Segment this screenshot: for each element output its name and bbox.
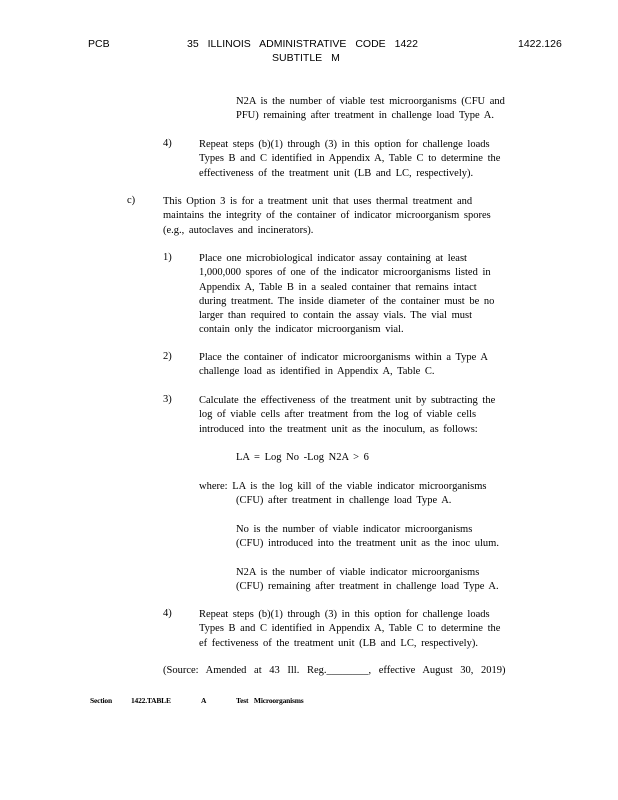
- c2-text: Place the container of indicator microorganisms within a Type A challenge load as identified in Appendix A, Table C.: [199, 352, 488, 378]
- item-4-text: Repeat steps (b)(1) through (3) in this option for challenge loads Types B and C identified in Appendix A, Table C to determine the effectiveness of the treatment unit (LB and LC, respectively).: [199, 139, 501, 179]
- subsection-c-label: c): [127, 195, 136, 206]
- c1-text: Place one microbiological indicator assay containing at least 1,000,000 spores of one of the indicator microorganisms listed in Appendix A, Table B in a sealed container that remains intact during treatment. The inside diameter of the container must be no larger than required to contain the assay vials. The vial must contain only the indicator microorganism vial.: [199, 253, 495, 336]
- log-kill-formula: LA = Log No -Log N2A > 6: [236, 452, 369, 463]
- header-page-number: 1422.126: [518, 38, 562, 50]
- source-note: (Source: Amended at 43 Ill. Reg.________, effective August 30, 2019): [163, 665, 506, 676]
- c4-text: Repeat steps (b)(1) through (3) in this option for challenge loads Types B and C identified in Appendix A, Table C to determine the ef fectiveness of the treatment unit (LB and LC, respectively).: [199, 609, 501, 649]
- header-subtitle: SUBTITLE M: [272, 52, 340, 64]
- c2-label: 2): [163, 351, 172, 362]
- item-4-label: 4): [163, 138, 172, 149]
- footer-section-word: Section: [90, 696, 112, 705]
- header-title: 35 ILLINOIS ADMINISTRATIVE CODE 1422: [187, 38, 418, 50]
- subsection-c-text: This Option 3 is for a treatment unit that uses thermal treatment and maintains the integrity of the container of indicator microorganism spores (e.g., autoclaves and incinerators).: [163, 196, 491, 236]
- n2a-test-definition: N2A is the number of viable test microorganisms (CFU and PFU) remaining after treatment in challenge load Type A.: [236, 96, 505, 122]
- header-agency: PCB: [88, 38, 110, 50]
- c3-text: Calculate the effectiveness of the treatment unit by subtracting the log of viable cells after treatment from the log of viable cells introduced into the treatment unit as the inoculum, as follows:: [199, 395, 496, 435]
- c3-label: 3): [163, 394, 172, 405]
- footer-table-letter: A: [201, 696, 207, 705]
- n2a-indicator-definition: N2A is the number of viable indicator microorganisms (CFU) remaining after treatment in challenge load Type A.: [236, 567, 499, 593]
- footer-section-number: 1422.TABLE: [131, 696, 171, 705]
- no-definition: No is the number of viable indicator microorganisms (CFU) introduced into the treatment unit as the inoc ulum.: [236, 524, 499, 550]
- c1-label: 1): [163, 252, 172, 263]
- footer-table-title: Test Microorganisms: [236, 696, 304, 705]
- where-la-definition: where: LA is the log kill of the viable indicator microorganisms (CFU) after treatment in challenge load Type A.: [199, 481, 487, 507]
- c4-label: 4): [163, 608, 172, 619]
